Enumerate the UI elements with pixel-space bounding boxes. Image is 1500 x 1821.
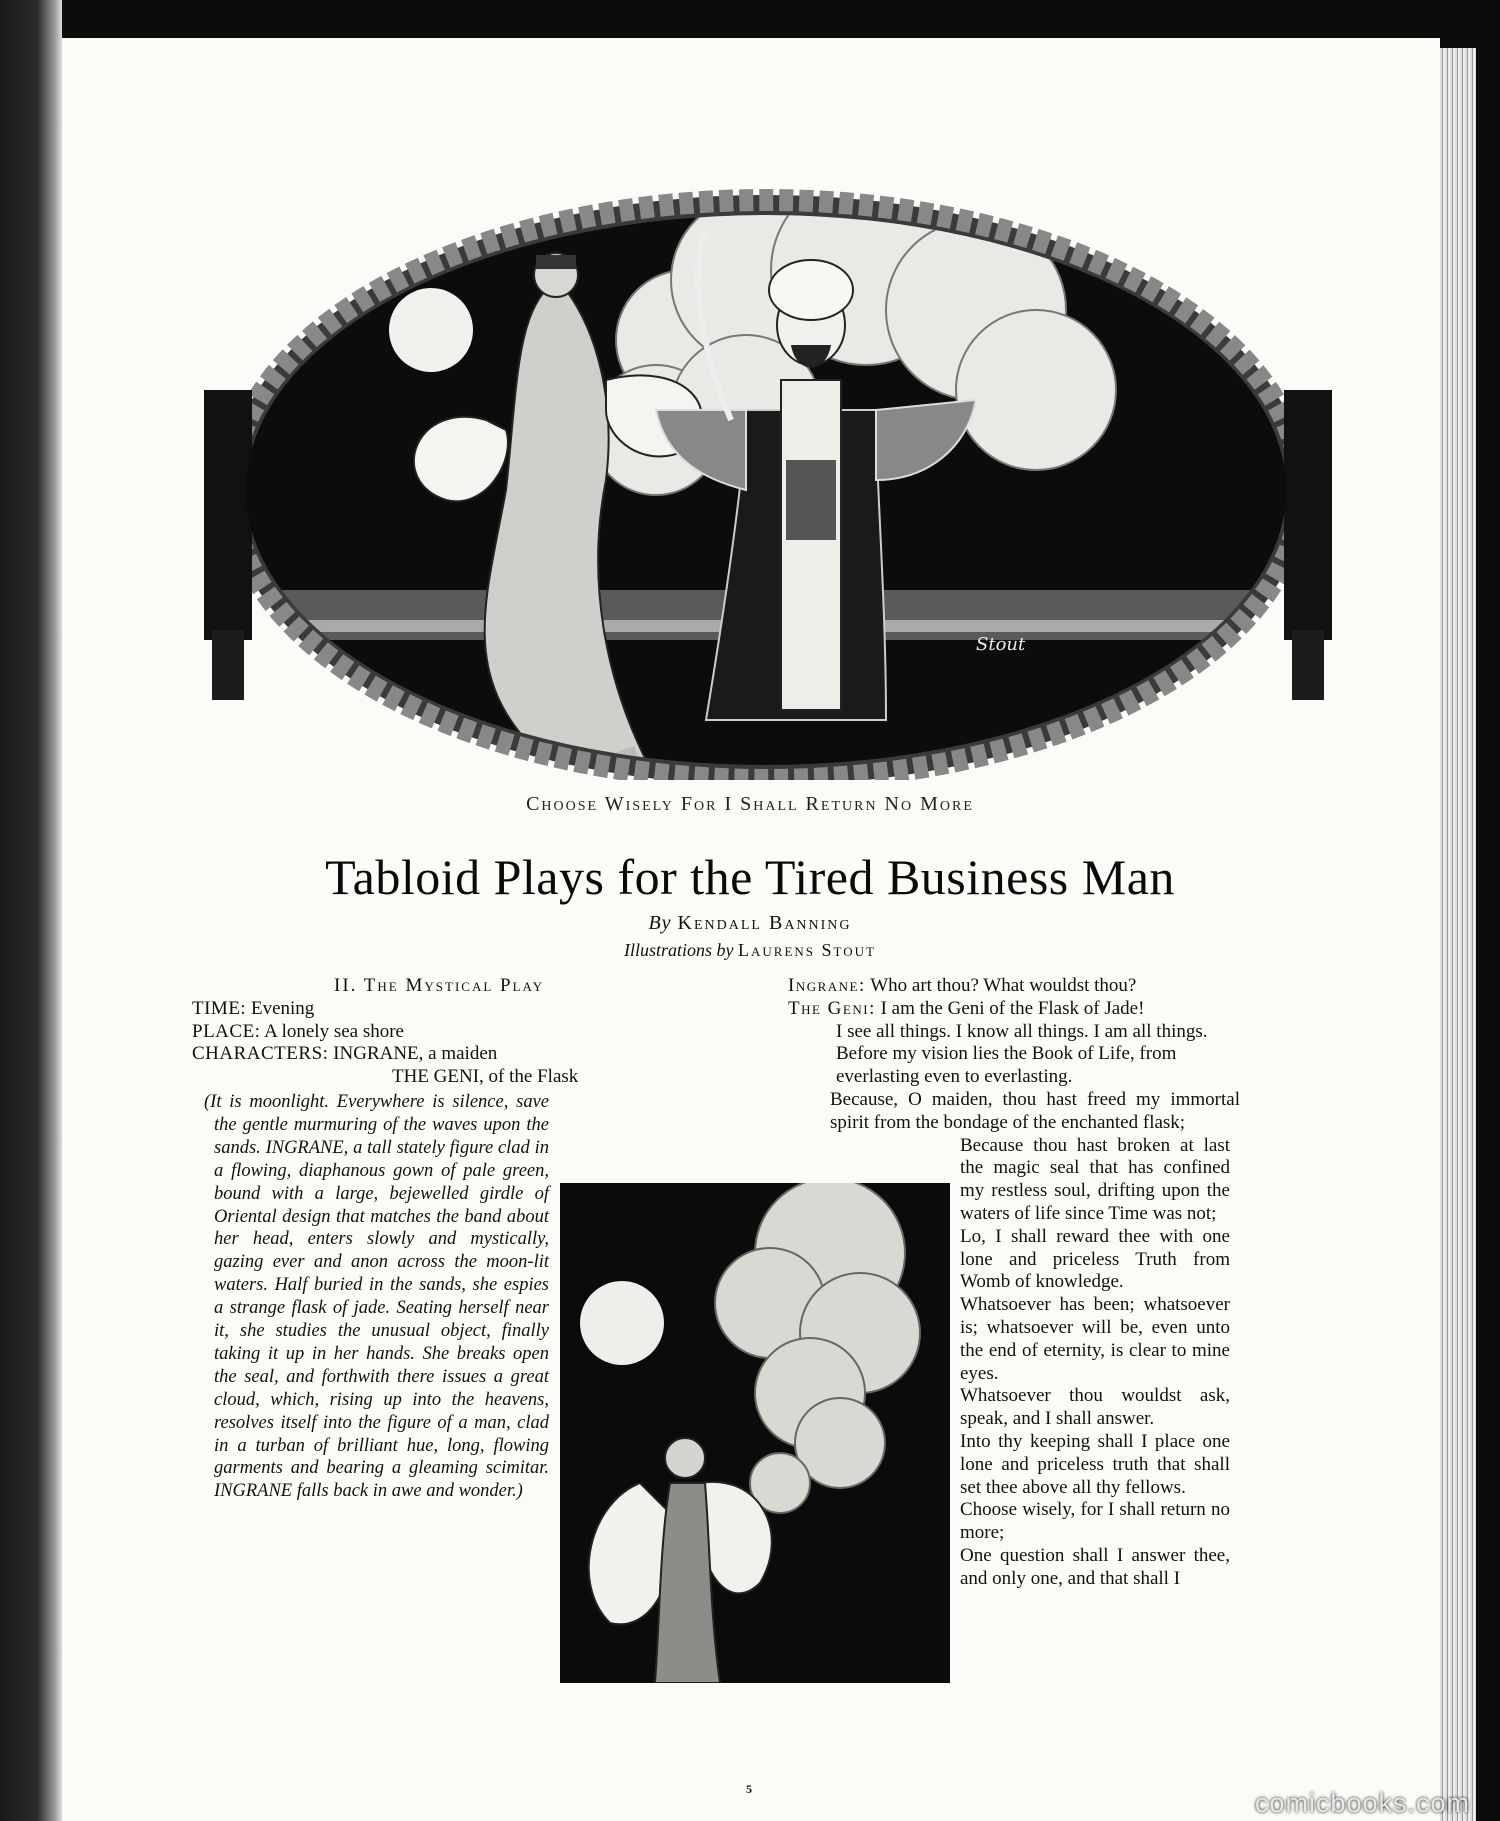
geni-text-3: Before my vision lies the Book of Life, from everlasting even to everlasting. (836, 1043, 1177, 1088)
illustration-credit-prefix: Illustrations by (624, 940, 734, 960)
stage-direction: (It is moonlight. Everywhere is silence, save the gentle murmuring of the waves upon the sands. INGRANE, a tall stately figure clad in a flowing, diaphanous gown of pale green, bound with a large, bejewelled girdle of Oriental design that matches the band about her head, enters slowly and mystically, gazing ever and anon across the moon-lit waters. Half buried in the sands, she espies a strange flask of jade. Seating herself near it, she studies the unusual object, finally taking it up in her hands. She breaks open the seal, and forthwith there issues a great cloud, which, rising up into the heavens, resolves itself into the figure of a man, clad in a turban of brilliant hue, long, flowing garments and bearing a gleaming scimitar. INGRANE falls back in awe and wonder.) (204, 1091, 549, 1502)
ingrane-text: Who art thou? What wouldst thou? (870, 975, 1137, 996)
character-geni: THE GENI, of the Flask (392, 1066, 579, 1088)
characters-row (192, 1043, 672, 1066)
time-row (192, 998, 672, 1021)
byline-prefix: By (648, 912, 672, 934)
stanza-0: Because, O maiden, thou hast freed my immortal spirit from the bondage of the enchanted flask; (830, 1088, 1240, 1133)
time-label: TIME: (192, 997, 247, 1019)
ingrane-speaker: Ingrane: (788, 975, 866, 996)
stanza-4: Whatsoever thou wouldst ask, speak, and I shall answer. (960, 1385, 1230, 1430)
right-column (788, 975, 1328, 1591)
author-name: Kendall Banning (677, 912, 852, 934)
characters-label: CHARACTERS: (192, 1043, 329, 1065)
place-row (192, 1021, 672, 1044)
binding-gutter (0, 0, 62, 1821)
illustrator-name: Laurens Stout (738, 940, 876, 960)
geni-oval-illustration (186, 160, 1350, 780)
geni-text-2: I see all things. I know all things. I am all things. (836, 1020, 1208, 1042)
stanza-2: Lo, I shall reward thee with one lone and priceless Truth from Womb of knowledge. (960, 1225, 1230, 1293)
byline (0, 912, 1500, 935)
stanza-6: Choose wisely, for I shall return no more; (960, 1499, 1230, 1544)
stanza-5: Into thy keeping shall I place one lone and priceless truth that shall set thee above all thy fellows. (960, 1430, 1230, 1498)
article-title: Tabloid Plays for the Tired Business Man (325, 849, 1175, 905)
place-label: PLACE: (192, 1020, 261, 1042)
illustration-caption: Choose Wisely For I Shall Return No More (526, 793, 974, 815)
stanza-7: One question shall I answer thee, and only one, and that shall I (960, 1544, 1230, 1589)
place-value: A lonely sea shore (264, 1020, 404, 1042)
character-ingrane: INGRANE, a maiden (333, 1043, 498, 1065)
watermark: comicbooks.com (1254, 1788, 1470, 1818)
page-number: 5 (746, 1782, 752, 1796)
geni-text-1: I am the Geni of the Flask of Jade! (880, 997, 1145, 1019)
svg-text:Stout: Stout (976, 634, 1026, 655)
stanza-3: Whatsoever has been; whatsoever is; whatsoever will be, even unto the end of eternity, is clear to mine eyes. (960, 1294, 1230, 1384)
section-heading: II. The Mystical Play (334, 975, 545, 996)
time-value: Evening (250, 997, 315, 1019)
ingrane-line (788, 975, 1328, 998)
geni-line-1 (788, 998, 1328, 1021)
stanza-1: Because thou hast broken at last the magic seal that has confined my restless soul, drifting upon the waters of life since Time was not; (960, 1134, 1230, 1224)
geni-speaker: The Geni: (788, 997, 876, 1019)
illustration-credit (0, 940, 1500, 961)
